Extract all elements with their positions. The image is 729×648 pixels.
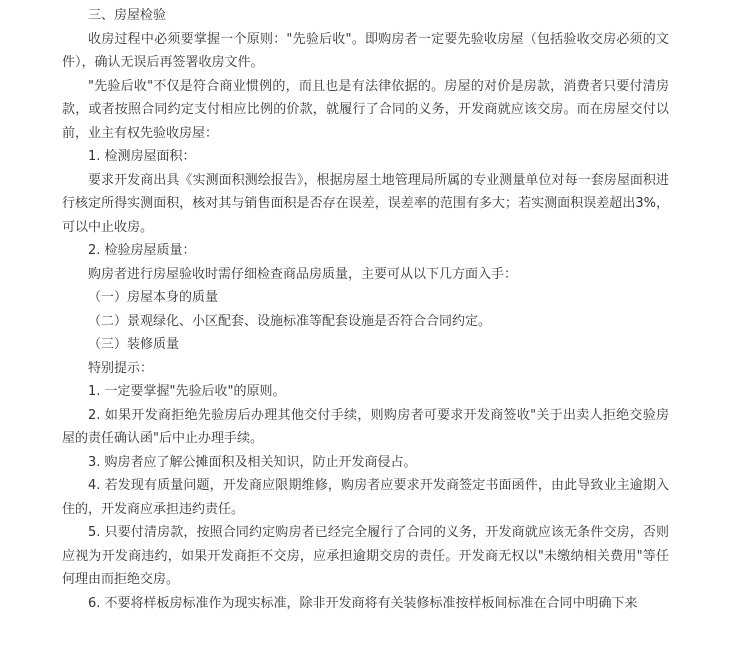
item2-body: 购房者进行房屋验收时需仔细检查商品房质量，主要可从以下几方面入手： [88,266,518,282]
item2-title: 2. 检验房屋质量： [88,243,196,258]
tip-3: 3. 购房者应了解公摊面积及相关知识，防止开发商侵占。 [88,454,417,470]
intro-paragraph: 收房过程中必须要掌握一个原则："先验后收"。即购房者一定要先验收房屋（包括验收交房必须的文件），确认无误后再签署收房文件。 [62,31,669,70]
tips-title: 特别提示： [88,360,154,376]
item1-body: 要求开发商出具《实测面积测绘报告》，根据房屋土地管理局所属的专业测量单位对每一套房屋面积进行核定所得实测面积，核对其与销售面积是否存在误差，误差率的范围有多大；若实测面积误差超出3%，可以中止收房。 [62,172,669,235]
tip-5: 5. 只要付清房款，按照合同约定购房者已经完全履行了合同的义务，开发商就应该无条件交房，否则应视为开发商违约，如果开发商拒不交房，应承担逾期交房的责任。开发商无权以"未缴纳相关费用"等任何理由而拒绝交房。 [62,525,669,587]
tip-6: 6. 不要将样板房标准作为现实标准，除非开发商将有关装修标准按样板间标准在合同中明确下来 [88,595,638,611]
tip-1: 1. 一定要掌握"先验后收"的原则。 [88,384,286,399]
tip-2: 2. 如果开发商拒绝先验房后办理其他交付手续，则购房者可要求开发商签收"关于出卖人拒绝交验房屋的责任确认函"后中止办理手续。 [62,407,669,446]
sub-item-3: （三）装修质量 [88,337,180,352]
legal-paragraph: "先验后收"不仅是符合商业惯例的，而且也是有法律依据的。房屋的对价是房款，消费者只要付清房款，或者按照合同约定支付相应比例的价款，就履行了合同的义务，开发商就应该交房。而在房屋交付以前，业主有权先验收房屋： [62,78,669,141]
item1-title: 1. 检测房屋面积： [88,149,196,164]
sub-item-1: （一）房屋本身的质量 [88,290,219,305]
tip-4: 4. 若发现有质量问题，开发商应限期维修，购房者应要求开发商签定书面函件，由此导致业主逾期入住的，开发商应承担违约责任。 [62,478,669,517]
sub-item-2: （二）景观绿化、小区配套、设施标准等配套设施是否符合合同约定。 [88,313,492,329]
section-title: 三、房屋检验 [88,8,167,23]
